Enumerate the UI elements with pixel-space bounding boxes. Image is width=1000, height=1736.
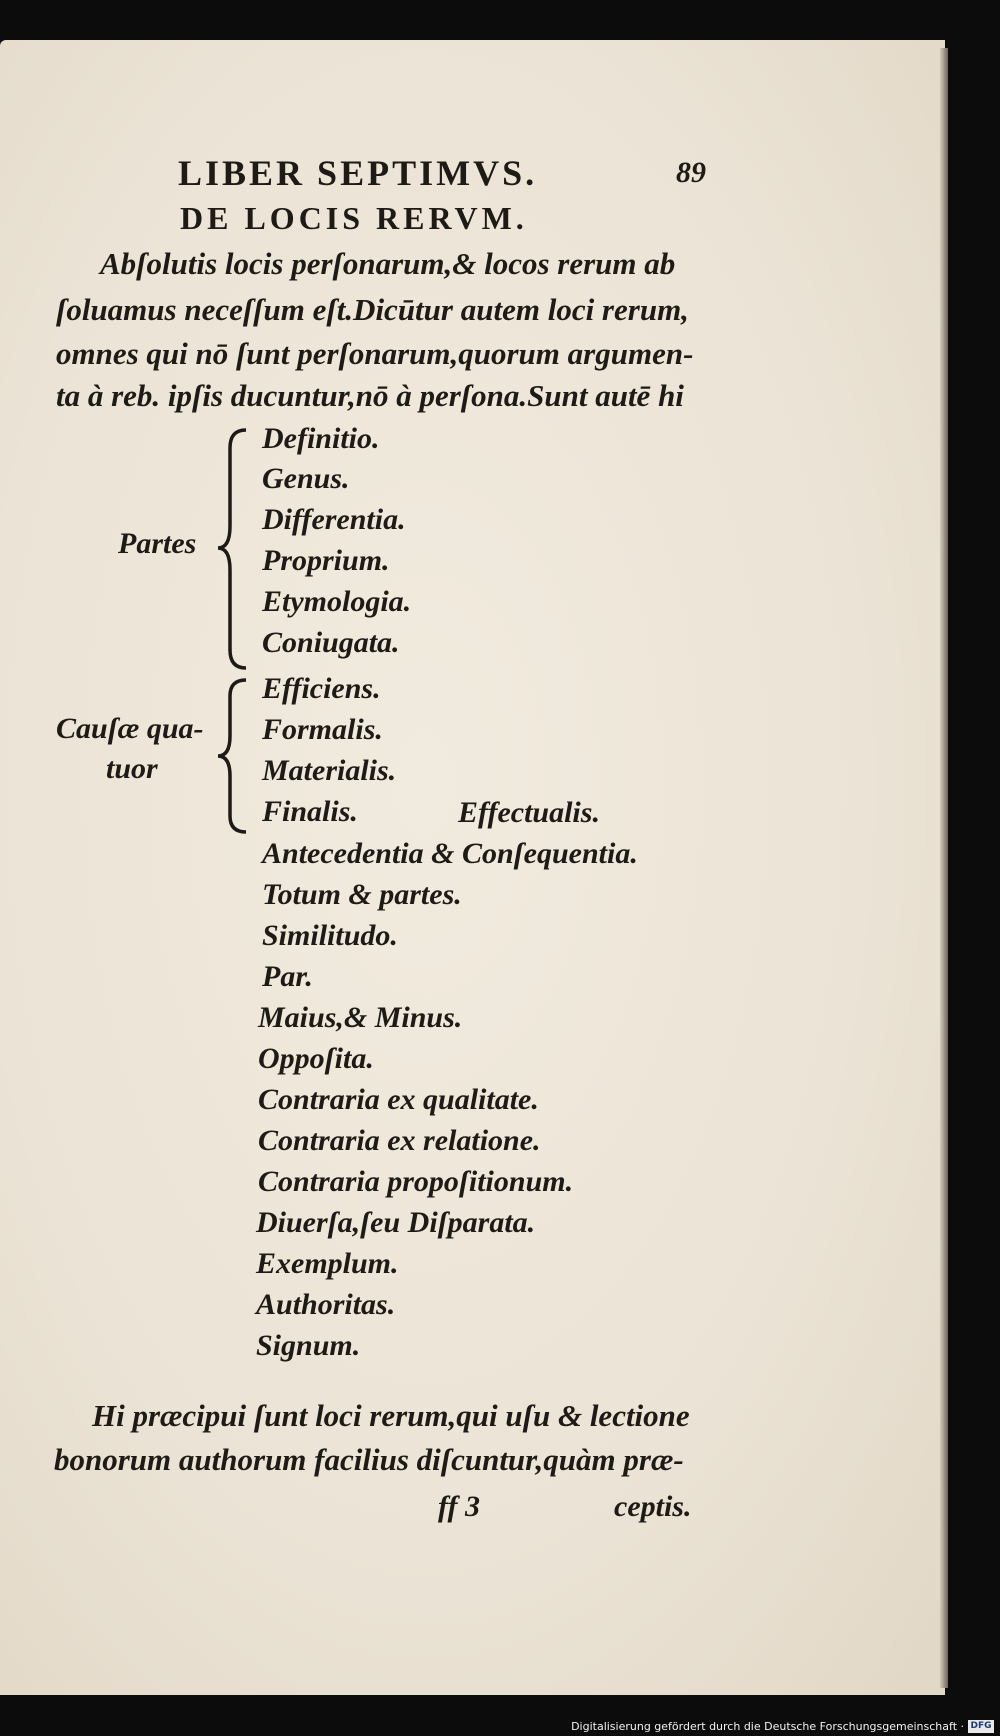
causae-label-line2: tuor <box>106 752 158 785</box>
partes-item: Definitio. <box>262 422 380 455</box>
causae-extra-item: Effectualis. <box>458 796 600 829</box>
partes-item: Proprium. <box>262 544 390 577</box>
intro-line: ta à reb. ipſis ducuntur,nō à perſona.Sunt autē hi <box>56 378 684 413</box>
causae-item: Finalis. <box>262 795 358 828</box>
digitization-credit: Digitalisierung gefördert durch die Deutsche Forschungsgemeinschaft · <box>571 1720 964 1733</box>
partes-brace <box>216 426 260 672</box>
causae-item: Formalis. <box>262 713 383 746</box>
locus-item: Contraria ex qualitate. <box>258 1083 539 1116</box>
catchword: ceptis. <box>614 1490 692 1523</box>
locus-item: Contraria propoſitionum. <box>258 1165 574 1198</box>
locus-item: Similitudo. <box>262 919 398 952</box>
causae-item: Efficiens. <box>262 672 381 705</box>
partes-item: Differentia. <box>262 503 406 536</box>
intro-line: ſoluamus neceſſum eſt.Dicūtur autem loci rerum, <box>56 292 689 327</box>
locus-item: Authoritas. <box>256 1288 396 1321</box>
partes-label: Partes <box>118 527 197 560</box>
locus-item: Antecedentia & Conſequentia. <box>262 837 638 870</box>
locus-item: Maius,& Minus. <box>258 1001 463 1034</box>
intro-line: omnes qui nō ſunt perſonarum,quorum argumen- <box>56 336 694 371</box>
intro-line: Abſolutis locis perſonarum,& locos rerum ab <box>100 246 676 281</box>
partes-item: Coniugata. <box>262 626 400 659</box>
locus-item: Par. <box>262 960 313 993</box>
causae-label-line1: Cauſæ qua- <box>56 712 204 745</box>
partes-item: Etymologia. <box>262 585 412 618</box>
page-number: 89 <box>676 156 706 189</box>
locus-item: Exemplum. <box>256 1247 399 1280</box>
running-head: LIBER SEPTIMVS. <box>178 153 538 193</box>
locus-item: Diuerſa,ſeu Diſparata. <box>256 1206 536 1239</box>
causae-brace <box>216 676 260 836</box>
locus-item: Signum. <box>256 1329 361 1362</box>
locus-item: Oppoſita. <box>258 1042 374 1075</box>
dfg-logo: DFG <box>968 1720 994 1733</box>
locus-item: Contraria ex relatione. <box>258 1124 541 1157</box>
closing-line: bonorum authorum facilius diſcuntur,quàm præ- <box>54 1442 684 1477</box>
partes-item: Genus. <box>262 462 350 495</box>
section-title: DE LOCIS RERVM. <box>180 200 528 236</box>
page-edge-shadow <box>940 48 948 1688</box>
signature-mark: ff 3 <box>438 1490 480 1523</box>
causae-item: Materialis. <box>262 754 397 787</box>
locus-item: Totum & partes. <box>262 878 462 911</box>
closing-line: Hi præcipui ſunt loci rerum,qui uſu & lectione <box>92 1398 690 1433</box>
